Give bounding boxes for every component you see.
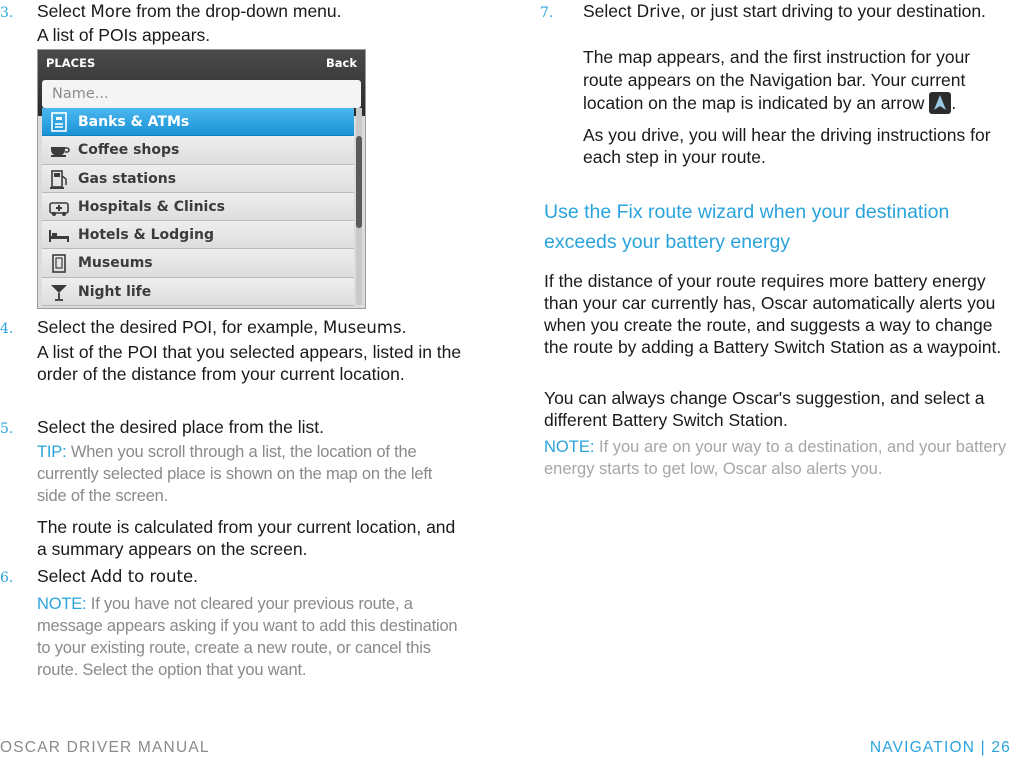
suggestion-paragraph: You can always change Oscar's suggestion, and select a different Battery Switch Station. [544,388,985,430]
navigation-arrow-icon [929,92,951,114]
step-text: Select Add to route. [37,566,198,586]
step-number: 7. [540,5,554,21]
step-number: 3. [0,5,14,21]
list-item[interactable] [42,249,354,277]
bank-icon [48,111,70,133]
ui-term-drive: Drive [636,2,681,21]
step-number: 5. [0,421,14,437]
ui-term-more: More [90,2,132,21]
ambulance-icon [48,196,70,218]
list-item-label: Coffee shops [78,142,180,159]
note-previous-route: NOTE: If you have not cleared your previous route, a message appears asking if you want to add this destination to your existing route, create a new route, or cancel this route. Select the option that you want. [37,595,458,679]
route-summary-text: The route is calculated from your current location, and a summary appears on the screen. [37,517,456,559]
step-number: 6. [0,570,14,586]
section-heading: Use the Fix route wizard when your destination exceeds your battery energy [544,201,950,253]
step-3-result: A list of POIs appears. [37,25,211,45]
list-item-label: Banks & ATMs [78,114,190,130]
step-text: Select the desired POI, for example, Museums. [37,317,407,337]
list-item[interactable] [42,278,354,306]
battery-note: NOTE: If you are on your way to a destination, and your battery energy starts to get low, Oscar also alerts you. [544,438,1007,478]
tip-label: TIP: [37,443,67,461]
ui-term-add-to-route: Add to route [90,567,194,586]
ui-term-museums: Museums [322,318,402,337]
battery-paragraph: If the distance of your route requires more battery energy than your car currently has, Oscar automatically alerts you when you create the route, and suggests a way to change the route by adding a Battery Switch Station as a waypoint. [544,271,1002,357]
list-item[interactable] [42,108,354,136]
list-item-label: Museums [78,255,153,272]
list-item-label: Gas stations [78,170,177,187]
cocktail-icon [48,281,70,303]
note-label: NOTE: [544,438,595,456]
list-item[interactable] [42,136,354,164]
footer-manual-title: OSCAR DRIVER MANUAL [0,739,210,756]
step-4-result: A list of the POI that you selected appears, listed in the order of the distance from your current location. [37,342,462,384]
list-item[interactable] [42,221,354,249]
poi-list [42,108,354,306]
step-text: Select Drive, or just start driving to your destination. [583,1,986,21]
list-item[interactable] [42,193,354,221]
back-button[interactable]: Back [326,56,357,70]
note-label: NOTE: [37,595,87,613]
list-item[interactable] [42,165,354,193]
list-item-label: Hotels & Lodging [78,227,214,244]
places-screenshot [37,49,366,309]
gas-pump-icon [48,168,70,190]
footer-page-number: NAVIGATION | 26 [869,739,1011,756]
tip-note: TIP: When you scroll through a list, the location of the currently selected place is shown on the map on the left side of the screen. [37,443,433,505]
step-text: Select the desired place from the list. [37,417,324,437]
list-item-label: Night life [78,283,152,300]
bed-icon [48,224,70,246]
name-search-input[interactable]: Name... [42,80,361,108]
step-7-map-text: The map appears, and the first instruction for your route appears on the Navigation bar. Your current location on the map is indicated by an arrow . [583,47,971,113]
list-item-label: Hospitals & Clinics [78,198,225,215]
scrollbar-thumb[interactable] [356,136,362,228]
places-title: PLACES [46,56,96,70]
coffee-icon [48,139,70,161]
step-number: 4. [0,321,14,337]
step-7-drive-text: As you drive, you will hear the driving instructions for each step in your route. [583,125,991,167]
step-text: Select More from the drop-down menu. [37,1,342,21]
museum-icon [48,252,70,274]
